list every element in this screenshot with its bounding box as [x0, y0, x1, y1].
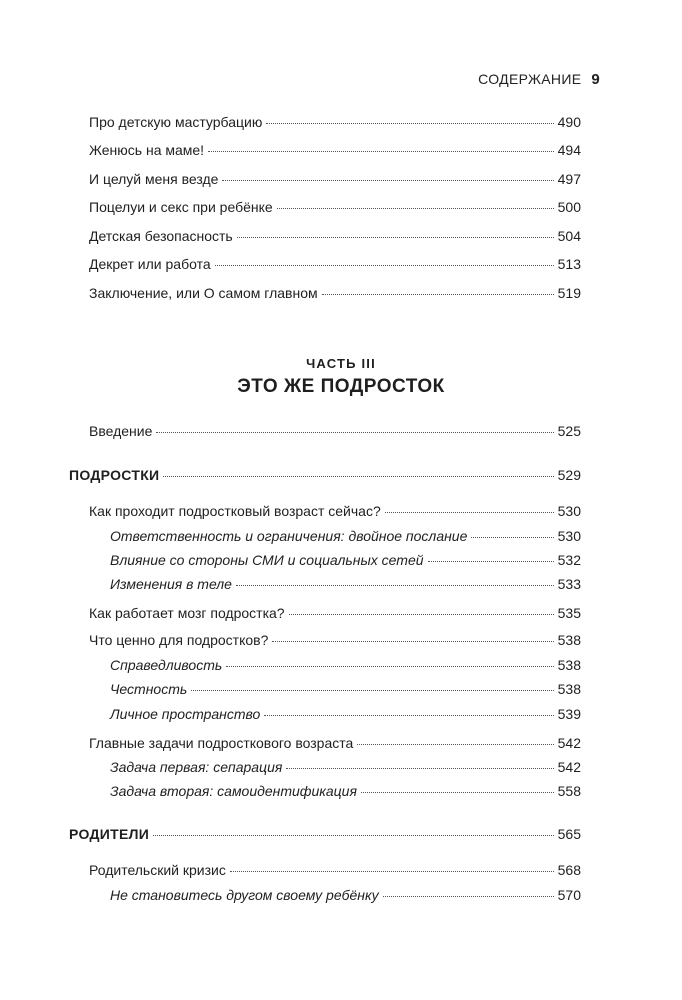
- toc-section-entry: [69, 466, 581, 484]
- dot-leader: [208, 151, 554, 152]
- dot-leader: [156, 432, 553, 433]
- dot-leader: [222, 180, 553, 181]
- toc-entry-page: 519: [557, 285, 581, 301]
- toc-entry: [89, 631, 581, 649]
- dot-leader: [272, 641, 553, 642]
- toc-entry-page: 538: [557, 657, 581, 673]
- toc-subentry: [110, 758, 581, 776]
- toc-entry-page: 538: [557, 632, 581, 648]
- toc-entry: [89, 113, 581, 131]
- toc-subentry-title: Честность: [110, 681, 188, 697]
- toc-entry-page: 497: [557, 171, 581, 187]
- toc-entry: [89, 734, 581, 752]
- toc-entry-title: Детская безопасность: [89, 228, 233, 244]
- toc-entry: [89, 604, 581, 622]
- toc-subentry: [110, 656, 581, 674]
- dot-leader: [277, 208, 554, 209]
- toc-subentry-title: Не становитесь другом своему ребёнку: [110, 887, 379, 903]
- toc-entry-title: Что ценно для подростков?: [89, 632, 269, 648]
- dot-leader: [289, 614, 554, 615]
- dot-leader: [322, 294, 554, 295]
- dot-leader: [385, 512, 554, 513]
- toc-subentry-title: Личное пространство: [110, 706, 261, 722]
- toc-entry-title: Заключение, или О самом главном: [89, 285, 318, 301]
- dot-leader: [361, 792, 554, 793]
- dot-leader: [236, 585, 554, 586]
- toc-subentry: [110, 886, 581, 904]
- toc-entry: [89, 198, 581, 216]
- toc-entry-title: Поцелуи и секс при ребёнке: [89, 199, 273, 215]
- toc-subentry-title: Ответственность и ограничения: двойное послание: [110, 528, 468, 544]
- toc-subentry: [110, 551, 581, 569]
- toc-entry-page: 500: [557, 199, 581, 215]
- dot-leader: [226, 666, 553, 667]
- toc-entry-page: 490: [557, 114, 581, 130]
- toc-entry-page: 542: [557, 735, 581, 751]
- toc-entry-page: 570: [557, 887, 581, 903]
- toc-entry-page: 529: [557, 467, 581, 483]
- toc-entry-page: 513: [557, 256, 581, 272]
- dot-leader: [286, 768, 553, 769]
- dot-leader: [264, 715, 553, 716]
- toc-section-entry: [69, 825, 581, 843]
- toc-entry-page: 525: [557, 423, 581, 439]
- toc-entry-title: Как проходит подростковый возраст сейчас?: [89, 503, 381, 519]
- toc-entry-title: Как работает мозг подростка?: [89, 605, 285, 621]
- toc-entry-title: Введение: [89, 423, 153, 439]
- running-head-section: СОДЕРЖАНИЕ: [478, 71, 582, 87]
- toc-entry-page: 533: [557, 576, 581, 592]
- running-head: [478, 71, 600, 88]
- toc-entry-page: 535: [557, 605, 581, 621]
- part-label: ЧАСТЬ III: [306, 356, 376, 371]
- toc-entry: [89, 227, 581, 245]
- toc-entry-page: 539: [557, 706, 581, 722]
- dot-leader: [357, 744, 553, 745]
- toc-entry-page: 530: [557, 503, 581, 519]
- toc-entry-title: И целуй меня везде: [89, 171, 219, 187]
- toc-entry-title: Главные задачи подросткового возраста: [89, 735, 354, 751]
- toc-subentry: [110, 705, 581, 723]
- toc-entry-title: Декрет или работа: [89, 256, 211, 272]
- toc-subentry-title: Изменения в теле: [110, 576, 232, 592]
- toc-entry: [89, 284, 581, 302]
- toc-entry-title: Про детскую мастурбацию: [89, 114, 263, 130]
- dot-leader: [428, 561, 554, 562]
- toc-section-title: РОДИТЕЛИ: [69, 826, 150, 842]
- dot-leader: [383, 896, 554, 897]
- dot-leader: [230, 871, 554, 872]
- toc-entry-page: 532: [557, 552, 581, 568]
- dot-leader: [471, 537, 553, 538]
- toc-entry-page: 530: [557, 528, 581, 544]
- toc-subentry-title: Справедливость: [110, 657, 223, 673]
- toc-entry-page: 494: [557, 142, 581, 158]
- toc-subentry-title: Задача первая: сепарация: [110, 759, 283, 775]
- toc-entry-page: 538: [557, 681, 581, 697]
- toc-entry-title: Женюсь на маме!: [89, 142, 205, 158]
- toc-entry-page: 568: [557, 862, 581, 878]
- toc-entry-page: 558: [557, 783, 581, 799]
- toc-subentry: [110, 680, 581, 698]
- toc-section-title: ПОДРОСТКИ: [69, 467, 160, 483]
- dot-leader: [266, 123, 553, 124]
- toc-subentry-title: Задача вторая: самоидентификация: [110, 783, 357, 799]
- toc-entry-page: 504: [557, 228, 581, 244]
- toc-subentry: [110, 527, 581, 545]
- toc-entry: [89, 422, 581, 440]
- toc-entry-title: Родительский кризис: [89, 862, 226, 878]
- toc-entry: [89, 861, 581, 879]
- dot-leader: [237, 237, 554, 238]
- toc-subentry: [110, 575, 581, 593]
- page-number: 9: [591, 71, 600, 88]
- toc-entry: [89, 502, 581, 520]
- dot-leader: [153, 835, 554, 836]
- toc-entry: [89, 255, 581, 273]
- dot-leader: [163, 476, 553, 477]
- toc-entry-page: 542: [557, 759, 581, 775]
- toc-subentry-title: Влияние со стороны СМИ и социальных сетей: [110, 552, 424, 568]
- dot-leader: [191, 690, 553, 691]
- part-title: ЭТО ЖЕ ПОДРОСТОК: [237, 376, 445, 397]
- toc-entry: [89, 141, 581, 159]
- toc-entry: [89, 170, 581, 188]
- toc-subentry: [110, 782, 581, 800]
- dot-leader: [215, 265, 554, 266]
- toc-entry-page: 565: [557, 826, 581, 842]
